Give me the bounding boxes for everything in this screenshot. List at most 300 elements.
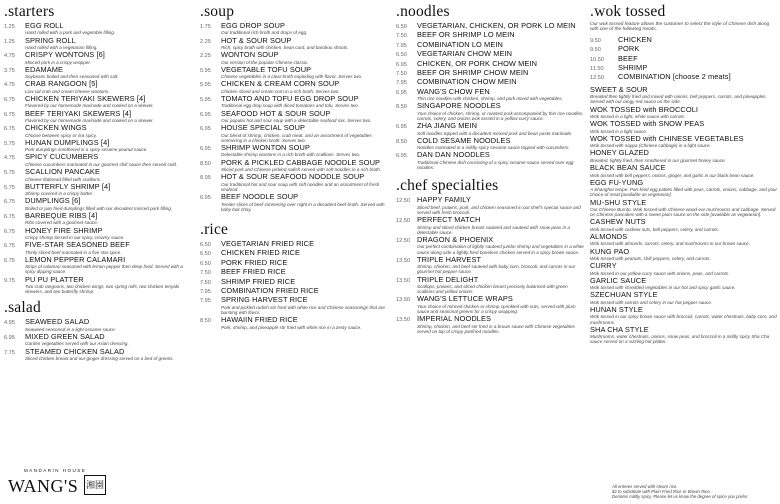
section-title-rice: .rice xyxy=(200,220,229,238)
menu-item-name: BEEF FRIED RICE xyxy=(221,267,286,277)
menu-item xyxy=(200,66,390,80)
menu-item-name: WOK TOSSED with BROCCOLI xyxy=(590,104,699,114)
menu-item-row xyxy=(4,197,194,205)
menu-item xyxy=(396,50,586,58)
menu-item xyxy=(200,37,390,51)
menu-item-price: 7.50 xyxy=(396,33,407,40)
menu-item-name: PORK FRIED RICE xyxy=(221,257,288,267)
menu-item-price: 6.95 xyxy=(200,111,211,118)
menu-item-row xyxy=(200,159,390,167)
menu-item-price: 6.75 xyxy=(4,243,15,250)
menu-item-row xyxy=(200,287,390,295)
menu-item-row xyxy=(396,196,586,204)
menu-item xyxy=(4,318,194,332)
menu-item-name: ZHA JIANG MEIN xyxy=(417,121,478,131)
menu-item-name: HOUSE SPECIAL SOUP xyxy=(221,123,306,133)
menu-item-row xyxy=(590,149,778,157)
menu-item-name: SEAFOOD HOT & SOUR SOUP xyxy=(221,108,331,118)
menu-item xyxy=(4,197,194,211)
menu-item-row xyxy=(590,218,778,226)
menu-item-description: Wok tossed with bell peppers, onions, ginger, and garlic in our black bean sauce. xyxy=(590,172,755,178)
menu-item-name: HAWAIIN FRIED RICE xyxy=(221,315,298,325)
menu-item-description: Chicken sliced and cream corn in a rich broth. Serves two. xyxy=(221,88,340,94)
menu-item xyxy=(200,51,390,65)
menu-item-row xyxy=(396,78,586,86)
menu-item-row xyxy=(590,36,778,44)
menu-item-price: 8.50 xyxy=(200,160,211,167)
menu-item-row xyxy=(4,51,194,59)
menu-item-row xyxy=(200,249,390,257)
menu-item-description: Wok tossed in a light, white sauce with carrots. xyxy=(590,114,686,120)
menu-item-name: VEGETARIAN, CHICKEN, OR PORK LO MEIN xyxy=(417,21,576,30)
menu-item-row xyxy=(396,88,586,96)
menu-item-row xyxy=(396,69,586,77)
noodles-list xyxy=(396,22,586,170)
menu-item-name: BEEF TERIYAKI SKEWERS [4] xyxy=(25,108,132,118)
menu-item-row xyxy=(4,168,194,176)
menu-item-price: 6.75 xyxy=(4,213,15,220)
menu-item-name: MU-SHU STYLE xyxy=(590,197,647,207)
menu-item-price: 6.95 xyxy=(200,195,211,202)
menu-item-row xyxy=(200,296,390,304)
menu-item-price: 6.95 xyxy=(396,61,407,68)
menu-item-description: Shrimp and sliced chicken breast sauteed and sauteed with snow peas in a delectable sauce. xyxy=(417,224,570,235)
section-title-soup: .soup xyxy=(200,3,235,20)
menu-item-price: 13.50 xyxy=(396,297,410,304)
menu-item-price: 8.95 xyxy=(200,175,211,182)
menu-item-row xyxy=(4,318,194,326)
menu-item xyxy=(200,316,390,330)
menu-item-name: VEGETARIAN FRIED RICE xyxy=(221,238,315,248)
menu-item-row xyxy=(590,64,778,72)
menu-item-price: 12.50 xyxy=(396,237,410,244)
menu-item-price: 6.75 xyxy=(4,228,15,235)
menu-item-row xyxy=(200,80,390,88)
menu-item-row xyxy=(200,110,390,118)
menu-item-price: 6.95 xyxy=(396,153,407,160)
menu-item-price: 6.50 xyxy=(200,260,211,267)
menu-item-price: 7.95 xyxy=(396,80,407,87)
logo-chinese-mark: 湘園 xyxy=(84,475,106,495)
menu-item-name: WOK TOSSED with CHINESE VEGETABLES xyxy=(590,133,744,143)
menu-item-price: 8.50 xyxy=(200,318,211,325)
menu-item-price: 6.75 xyxy=(4,126,15,133)
menu-item-price: 6.75 xyxy=(4,111,15,118)
menu-item-name: PORK xyxy=(618,44,640,54)
menu-item-price: 10.50 xyxy=(590,56,604,63)
menu-item-name: CHICKEN WINGS xyxy=(25,123,87,133)
menu-item-price: 7.95 xyxy=(396,42,407,49)
menu-item xyxy=(396,236,586,255)
menu-item-name: SINGAPORE NOODLES xyxy=(417,101,501,111)
menu-item-description: Pork and pickled radish stir fried with white rice and Chinese seasonings that are bursting with flavor. xyxy=(221,304,385,315)
menu-item xyxy=(4,168,194,182)
menu-item xyxy=(590,199,778,218)
menu-item xyxy=(590,306,778,325)
menu-item-name: BLACK BEAN SAUCE xyxy=(590,163,666,173)
menu-item xyxy=(200,249,390,257)
menu-item-price: 13.50 xyxy=(396,317,410,324)
menu-item-description: Soft noodles topped with a decadent minced pork and bean paste marinade. xyxy=(417,130,573,136)
menu-item-row xyxy=(4,37,194,45)
menu-item-description: Ribs covered with a gourmet sauce. xyxy=(25,220,99,226)
menu-item-name: IMPERIAL NOODLES xyxy=(417,314,492,324)
menu-item xyxy=(396,256,586,275)
menu-item xyxy=(4,212,194,226)
menu-item-name: PU PU PLATTER xyxy=(25,274,84,284)
menu-item-name: COMBINATION FRIED RICE xyxy=(221,285,319,295)
menu-item-row xyxy=(396,236,586,244)
menu-item-description: Strips of calamari seasoned with lemon pepper then deep fried. Served with a spicy dipping sauce. xyxy=(25,264,183,275)
menu-item-name: VEGETABLE TOFU SOUP xyxy=(221,64,312,74)
menu-item-name: EGG DROP SOUP xyxy=(221,21,285,30)
menu-item-price: 12.50 xyxy=(396,218,410,225)
menu-item-description: Hand rolled with a vegetarian filling. xyxy=(25,45,98,51)
menu-item-description: Scallops, prawns, and sliced chicken breast precisely balanced with green scallions and yellow onions. xyxy=(417,283,568,295)
menu-item-row xyxy=(200,193,390,201)
menu-item xyxy=(4,227,194,241)
menu-item-row xyxy=(4,348,194,356)
menu-item-name: CHICKEN TERIYAKI SKEWERS [4] xyxy=(25,94,146,104)
menu-item xyxy=(4,66,194,80)
menu-item-name: SPICY CUCUMBERS xyxy=(25,152,99,162)
menu-item xyxy=(4,110,194,124)
menu-item-row xyxy=(200,22,390,30)
menu-item-name: SEAWEED SALAD xyxy=(25,317,90,327)
section-title-salad: .salad xyxy=(4,299,41,317)
menu-item xyxy=(590,233,778,247)
menu-item xyxy=(396,216,586,235)
menu-item-row xyxy=(4,256,194,264)
menu-item-row xyxy=(590,164,778,172)
menu-item xyxy=(200,287,390,295)
menu-item-row xyxy=(4,212,194,220)
menu-item-row xyxy=(200,51,390,59)
menu-item-price: 6.75 xyxy=(4,257,15,264)
menu-item-name: COMBINATION CHOW MEIN xyxy=(417,77,517,87)
menu-item-name: SCALLION PANCAKE xyxy=(25,167,100,177)
starters-list xyxy=(4,22,194,294)
column-starters-salad xyxy=(4,4,194,362)
menu-item-row xyxy=(590,179,778,187)
menu-item-name: WANG'S LETTUCE WRAPS xyxy=(417,294,513,304)
menu-item-description: Wok tossed in our yellow curry sauce with onions, peas, and carrots. xyxy=(590,270,730,276)
menu-item-row xyxy=(200,316,390,324)
menu-item-row xyxy=(396,60,586,68)
menu-item-name: EGG FU-YUNG xyxy=(590,177,644,187)
menu-item-name: DRAGON & PHOENIX xyxy=(417,234,494,244)
menu-item-name: COMBINATION [choose 2 meats] xyxy=(618,72,731,82)
menu-item-row xyxy=(396,41,586,49)
menu-item xyxy=(200,173,390,192)
menu-item xyxy=(396,69,586,77)
menu-item xyxy=(396,276,586,295)
menu-item-row xyxy=(590,106,778,114)
menu-item-price: 8.50 xyxy=(396,138,407,145)
menu-item xyxy=(4,37,194,51)
menu-item-row xyxy=(396,122,586,130)
menu-item-description: Our Chinese Burrito. Wok tossed with Chinese wood-ear mushrooms and cabbage. Served on Chinese pancakes with a sweet plum sauce on the side [available as vegetarian]. xyxy=(590,206,776,218)
menu-item xyxy=(200,240,390,248)
menu-item-description: Our traditional hot and sour soup with soft noodles and an assortment of fresh seafood. xyxy=(221,181,380,192)
menu-item-description: Shrimp, chicken, and beef sauteed with baby corn, broccoli, and carrots in our gourmet hot pepper sauce. xyxy=(417,264,576,275)
menu-item-price: 8.50 xyxy=(396,104,407,111)
menu-item xyxy=(396,122,586,136)
menu-item-row xyxy=(4,227,194,235)
menu-item-price: 7.50 xyxy=(200,270,211,277)
menu-item-price: 6.75 xyxy=(4,97,15,104)
menu-item xyxy=(590,326,778,345)
menu-item-price: 7.50 xyxy=(200,279,211,286)
menu-item-name: CHICKEN, OR PORK CHOW MEIN xyxy=(417,58,538,68)
menu-item-name: COMBINATION LO MEIN xyxy=(417,39,503,49)
menu-item xyxy=(590,277,778,291)
menu-item xyxy=(4,241,194,255)
menu-item-row xyxy=(590,120,778,128)
menu-item-row xyxy=(590,262,778,270)
menu-item-name: HOT & SOUR SEAFOOD NOODLE SOUP xyxy=(221,172,365,182)
menu-item-row xyxy=(4,110,194,118)
logo-subtitle: MANDARIN HOUSE xyxy=(24,468,87,473)
menu-item-row xyxy=(590,248,778,256)
menu-item-name: HONEY FIRE SHRIMP xyxy=(25,225,103,235)
menu-item-price: 1.25 xyxy=(4,38,15,45)
menu-item xyxy=(200,80,390,94)
wok-meat-list xyxy=(590,36,778,82)
menu-item-name: SPRING HARVEST RICE xyxy=(221,295,308,305)
menu-item-row xyxy=(4,22,194,30)
menu-item xyxy=(200,296,390,315)
menu-item-name: CHICKEN & CREAM CORN SOUP xyxy=(221,79,340,89)
menu-item-name: EGG ROLL xyxy=(25,21,64,30)
menu-item-price: 13.50 xyxy=(396,277,410,284)
menu-item-row xyxy=(4,183,194,191)
menu-item-name: CRISPY WONTONS [6] xyxy=(25,50,105,60)
menu-item-price: 12.50 xyxy=(396,198,410,205)
menu-item-name: BUTTERFLY SHRIMP [4] xyxy=(25,181,111,191)
menu-item-name: GARLIC SAUCE xyxy=(590,275,647,285)
menu-item-price: 5.95 xyxy=(200,97,211,104)
menu-item-price: 6.50 xyxy=(200,241,211,248)
menu-item-row xyxy=(200,268,390,276)
menu-item-description: Wok tossed with carrots and celery in our hot pepper sauce. xyxy=(590,299,713,305)
menu-item-name: WONTON SOUP xyxy=(221,50,279,60)
menu-item xyxy=(4,153,194,167)
menu-item xyxy=(590,55,778,63)
menu-item-description: Our traditional rich broth and drops of egg. xyxy=(221,30,308,36)
menu-item xyxy=(396,22,586,30)
menu-item-name: HUNAN STYLE xyxy=(590,304,643,314)
menu-item xyxy=(200,124,390,143)
menu-item xyxy=(4,22,194,36)
menu-item-price: 6.95 xyxy=(396,124,407,131)
menu-item-name: ALMONDS xyxy=(590,231,628,241)
menu-item-name: MIXED GREEN SALAD xyxy=(25,331,105,341)
menu-item xyxy=(590,120,778,134)
menu-item-name: TRIPLE HARVEST xyxy=(417,254,482,264)
menu-item-name: STEAMED CHICKEN SALAD xyxy=(25,346,125,356)
menu-item-description: Flavored by our homemade marinade and cooked on a skewer. xyxy=(25,103,154,109)
menu-item xyxy=(396,151,586,170)
menu-item-description: Breaded, lightly fried, then smothered in our gourmet honey sauce. xyxy=(590,157,726,163)
menu-item-name: PERFECT MATCH xyxy=(417,215,481,225)
menu-item-row xyxy=(396,102,586,110)
menu-item xyxy=(4,139,194,153)
menu-item-row xyxy=(396,31,586,39)
menu-item xyxy=(590,164,778,178)
menu-item-price: 9.50 xyxy=(590,47,601,54)
menu-item-description: Tender slices of beef simmering over night in a decadent beef broth. Served with baby bok choy. xyxy=(221,201,385,212)
menu-item-row xyxy=(200,259,390,267)
menu-item-price: 6.75 xyxy=(4,199,15,206)
menu-item-price: 1.75 xyxy=(200,24,211,30)
menu-item-name: SHRIMP FRIED RICE xyxy=(221,276,296,286)
menu-item xyxy=(590,73,778,81)
menu-item xyxy=(396,41,586,49)
menu-item-row xyxy=(4,276,194,284)
menu-item-price: 12.50 xyxy=(590,75,604,82)
menu-item-name: HONEY GLAZED xyxy=(590,148,649,158)
menu-item-price: 6.50 xyxy=(200,251,211,258)
menu-item-row xyxy=(4,139,194,147)
menu-item-description: Our perfect combination of lightly sauteed jumbo shrimp and vegetables in a white sauce along side a lightly fried boneless chicken served in a spicy brown sauce. xyxy=(417,244,584,255)
menu-item xyxy=(4,95,194,109)
menu-item-description: Chinese vegetables in a clear broth exploding with flavor. Serves two. xyxy=(221,74,363,80)
menu-item-row xyxy=(590,135,778,143)
menu-item-description: Noodles marinated in a mildly spicy sesame sauce topped with cucumbers. xyxy=(417,145,570,151)
menu-item-row xyxy=(200,66,390,74)
menu-item-price: 7.50 xyxy=(396,71,407,78)
menu-item-description: Boiled or pan fried dumplings filled with our decadent minced pork filling. xyxy=(25,205,173,211)
menu-item-row xyxy=(200,240,390,248)
menu-item-description: Seaweed seasoned in a light sesame sauce. xyxy=(25,326,116,332)
menu-item-row xyxy=(396,256,586,264)
menu-item-description: A Shanghai recipe. Pan-fried egg patties filled with peas, carrots, onions, cabbage, and your choice of meat [available as vegetarian]. xyxy=(590,187,778,198)
menu-item-price: 4.75 xyxy=(4,155,15,162)
column-soup-rice xyxy=(200,4,390,331)
menu-item-price: 1.25 xyxy=(4,24,15,30)
menu-item-description: Rich, spicy broth with chicken, bean curd, and bamboo shoots. xyxy=(221,45,349,51)
menu-item xyxy=(590,262,778,276)
menu-item-name: BEEF NOODLE SOUP xyxy=(221,192,299,202)
menu-item-description: Thin rice noodles with chicken, shrimp, and pork mixed with vegetables. xyxy=(417,96,563,102)
menu-item-description: Your choice of chicken, shrimp, or roasted pork accompanied by thin rice noodles, carrots, celery, and onions wok tossed in a yellow curry sauce. xyxy=(417,110,584,122)
section-title-starters: .starters xyxy=(4,3,55,20)
menu-item-description: Thinly sliced beef marinated in a five star spice. xyxy=(25,249,122,255)
menu-item-description: Minced pork in a crispy wrapper. xyxy=(25,59,91,65)
menu-item-row xyxy=(396,295,586,303)
menu-item-row xyxy=(396,216,586,224)
menu-item-description: Chinese cucumbers marinated in our gourmet chili sauce then served cold. xyxy=(25,161,178,167)
menu-item-row xyxy=(4,66,194,74)
menu-item-name: DAN DAN NOODLES xyxy=(417,150,490,160)
menu-item-price: 6.95 xyxy=(200,126,211,133)
menu-item-price: 4.75 xyxy=(4,82,15,89)
menu-item-price: 7.75 xyxy=(4,349,15,356)
menu-item-row xyxy=(590,199,778,207)
menu-item-name: CHICKEN FRIED RICE xyxy=(221,248,300,258)
menu-item-price: 6.95 xyxy=(4,334,15,341)
menu-item-description: Pork, shrimp, and pineapple stir fried with white rice in a zesty sauce. xyxy=(221,324,362,330)
wangs-logo xyxy=(6,468,106,498)
menu-item xyxy=(200,278,390,286)
menu-item-price: 6.95 xyxy=(200,146,211,153)
menu-item-name: CHICKEN xyxy=(618,34,652,44)
menu-item-name: COLD SESAME NOODLES xyxy=(417,135,511,145)
menu-item-name: VEGETARIAN CHOW MEIN xyxy=(417,49,513,59)
menu-item-row xyxy=(396,50,586,58)
menu-item-row xyxy=(4,124,194,132)
menu-item-row xyxy=(396,276,586,284)
menu-item-price: 11.50 xyxy=(590,66,604,73)
menu-item-price: 7.95 xyxy=(200,288,211,295)
menu-item xyxy=(200,193,390,212)
menu-item-row xyxy=(590,86,778,94)
menu-item-name: BEEF xyxy=(618,53,638,63)
menu-item-description: Wok tossed in a light sauce. xyxy=(590,128,648,134)
menu-item-name: SHRIMP xyxy=(618,63,648,73)
menu-item-description: Two crab rangoons, two chicken wings, two spring rolls, two chicken teriyaki skewers, and two butterfly shrimp. xyxy=(25,283,180,295)
menu-item xyxy=(200,95,390,109)
menu-item-name: PORK & PICKLED CABBAGE NOODLE SOUP xyxy=(221,157,381,167)
menu-item-row xyxy=(396,137,586,145)
menu-item xyxy=(590,45,778,53)
menu-item-price: 5.75 xyxy=(4,140,15,147)
menu-item xyxy=(396,60,586,68)
menu-item xyxy=(590,149,778,163)
menu-item xyxy=(200,110,390,124)
menu-item xyxy=(4,276,194,295)
menu-item-row xyxy=(200,144,390,152)
menu-item-price: 2.25 xyxy=(200,38,211,45)
menu-item-description: Your choice of minced chicken or shrimp sprinkled with nuts, served with plum sauce and seasonal greens for a crispy wrapping. xyxy=(417,303,576,314)
section-title-noodles: .noodles xyxy=(396,3,450,20)
menu-item-price: 7.95 xyxy=(200,298,211,305)
menu-item-row xyxy=(590,277,778,285)
menu-item xyxy=(396,295,586,314)
menu-item-price: 2.25 xyxy=(200,53,211,60)
section-title-chef-specialties: .chef specialties xyxy=(396,177,499,195)
footer-line: $2 to substitute with Plain Fried Rice or Brown Rice. xyxy=(612,489,711,494)
menu-item xyxy=(396,78,586,86)
menu-item-description: Sliced chicken breast and our ginger dressing served on a bed of greens. xyxy=(25,356,174,361)
menu-item-description: Low cal crab and cream cheese wontons. xyxy=(25,88,110,94)
menu-item xyxy=(590,106,778,120)
menu-item xyxy=(200,259,390,267)
menu-item-row xyxy=(200,173,390,181)
menu-item-description: Wok tossed in our spicy brown sauce with broccoli, carrots, water chestnuts, baby corn, and mushrooms. xyxy=(590,314,777,325)
chef-list xyxy=(396,196,586,334)
menu-item-price: 9.50 xyxy=(590,37,601,44)
menu-item-name: HOT & SOUR SOUP xyxy=(221,35,292,45)
menu-item-price: 4.95 xyxy=(4,320,15,327)
menu-item-price: 4.75 xyxy=(4,53,15,60)
menu-item-row xyxy=(200,124,390,132)
menu-item xyxy=(590,64,778,72)
menu-item-description: Shrimp covered in a crispy batter. xyxy=(25,191,94,197)
menu-item-price: 5.95 xyxy=(200,67,211,74)
menu-item-name: TOMATO AND TOFU EGG DROP SOUP xyxy=(221,94,359,104)
menu-item-row xyxy=(590,73,778,81)
menu-item xyxy=(200,268,390,276)
menu-item xyxy=(200,22,390,36)
column-wok-tossed xyxy=(590,4,778,346)
menu-item-name: KUNG PAO xyxy=(590,246,630,256)
menu-item-name: CURRY xyxy=(590,261,617,271)
column-noodles-chef xyxy=(396,4,586,335)
menu-item-price: 5.95 xyxy=(200,82,211,89)
menu-item xyxy=(4,51,194,65)
